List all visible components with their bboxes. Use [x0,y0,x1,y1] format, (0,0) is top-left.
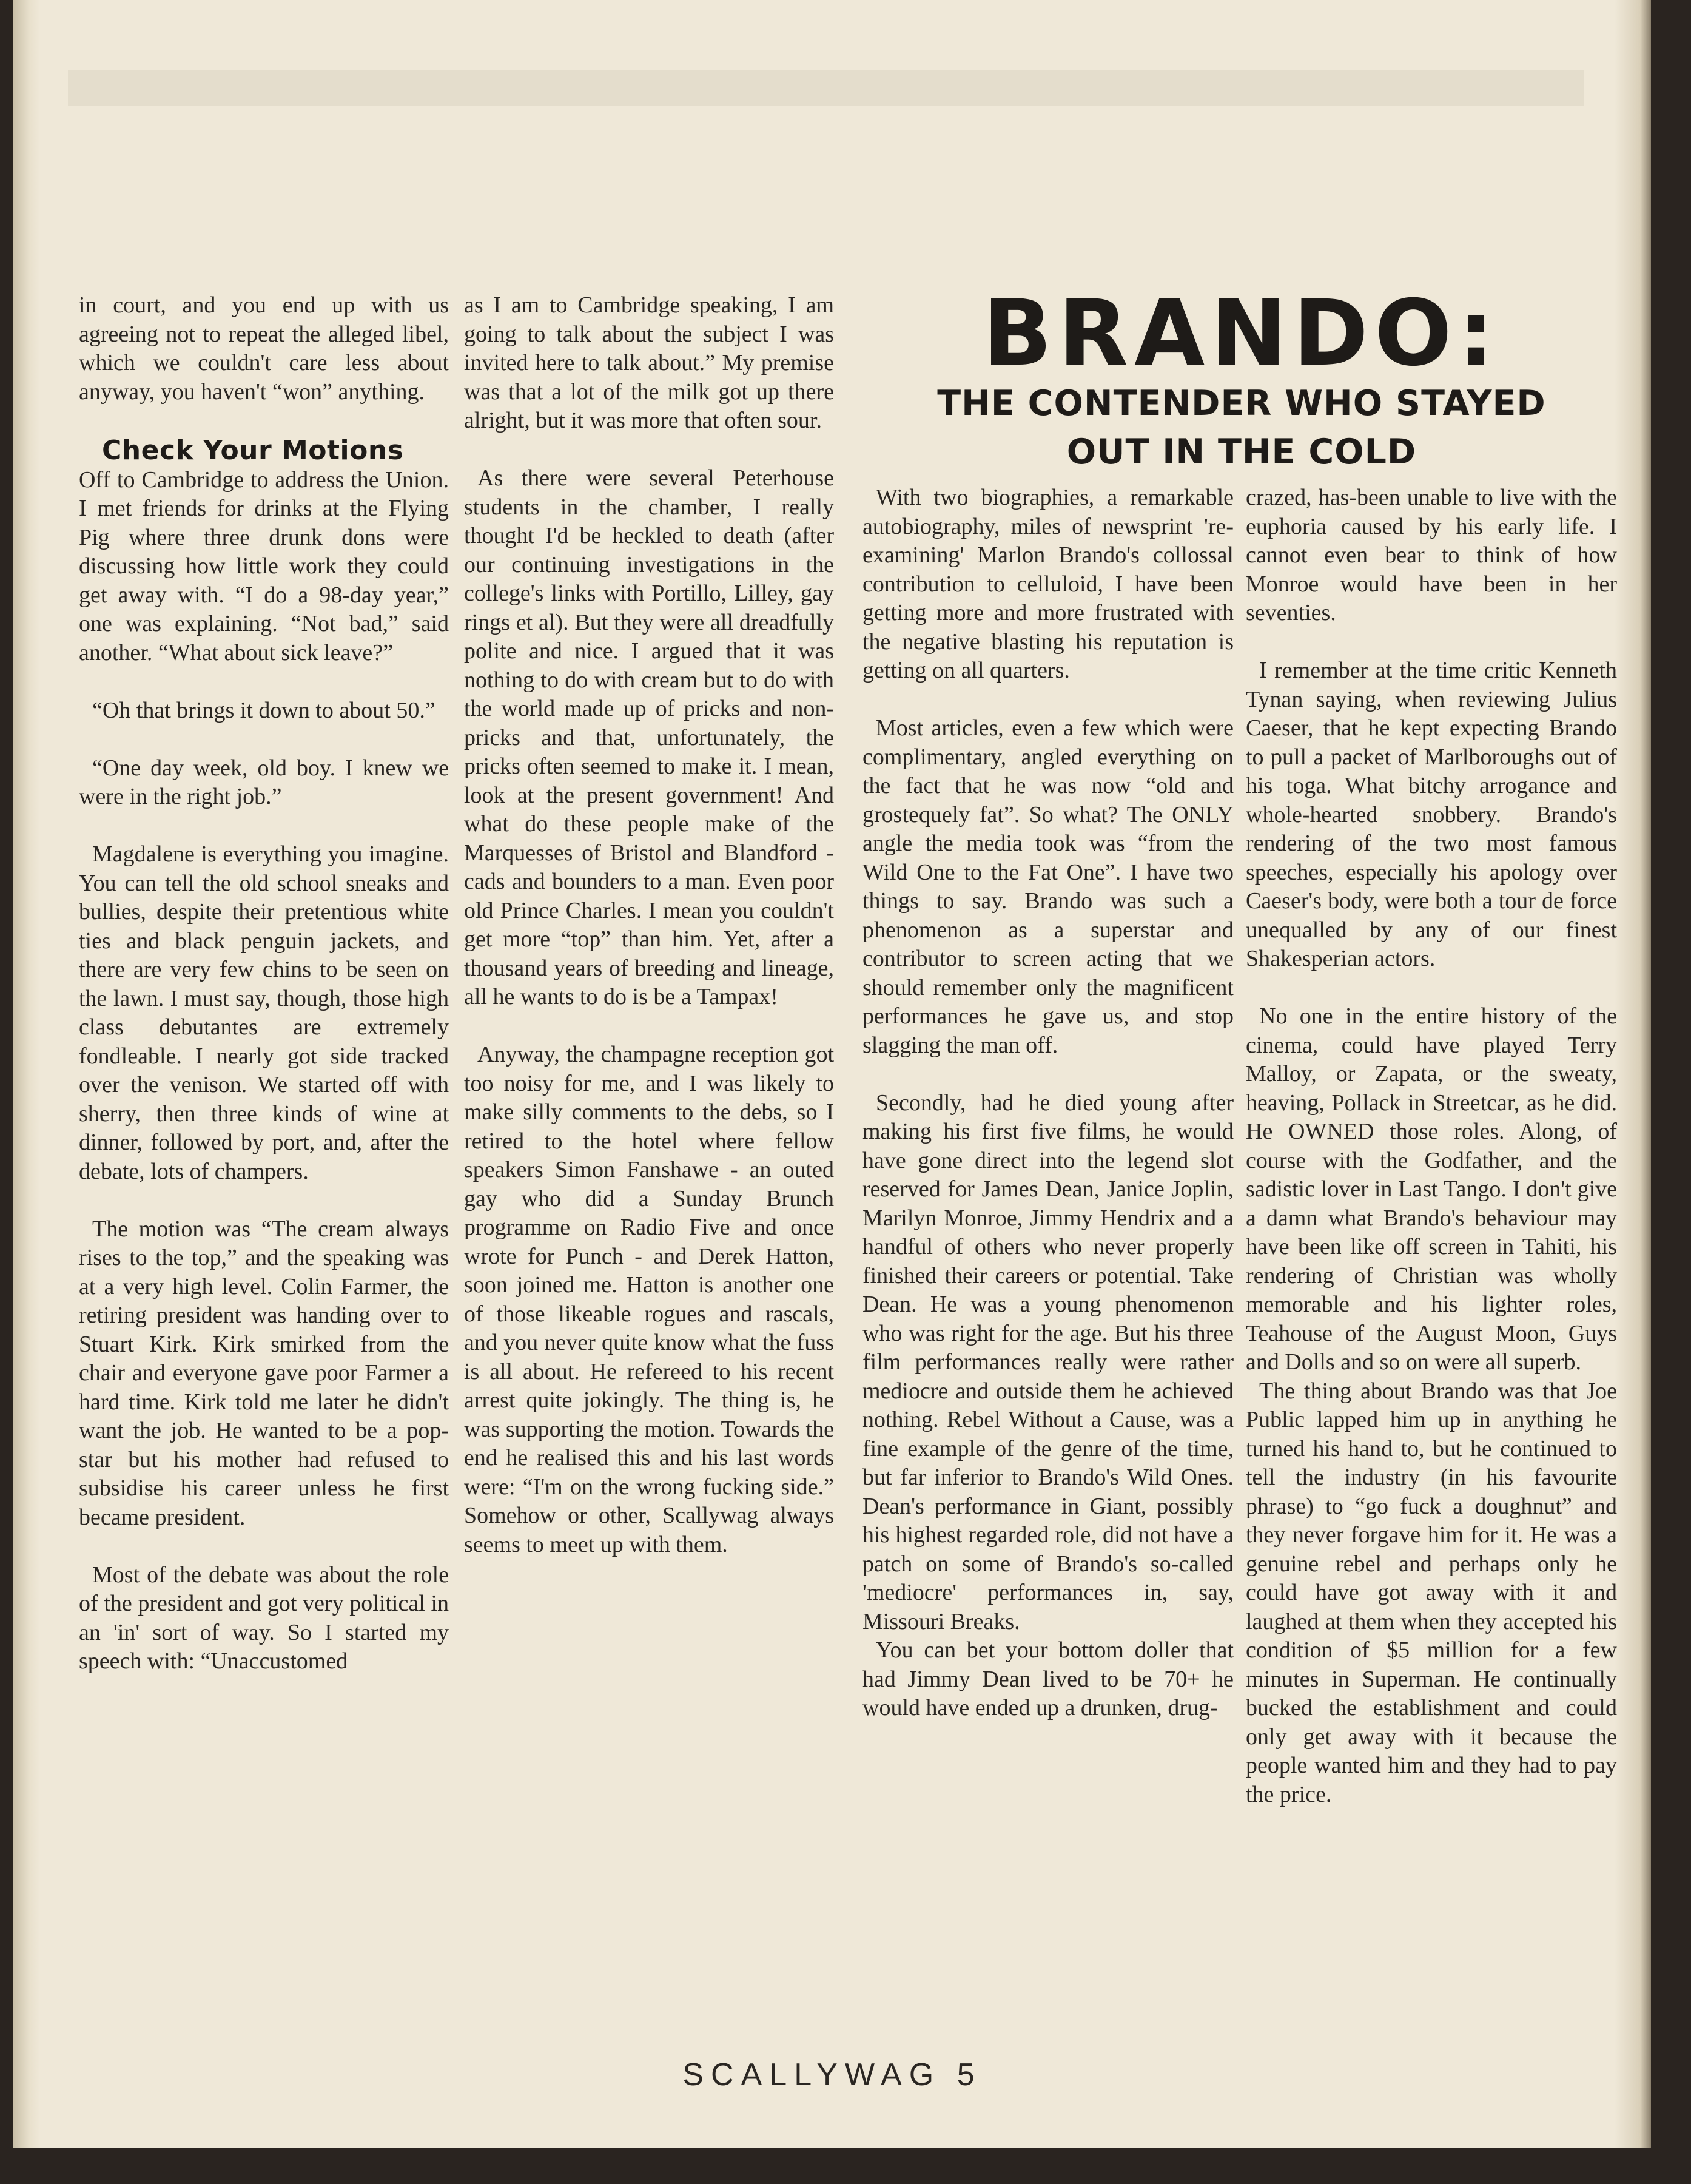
paragraph: Magdalene is everything you imagine. You can tell the old school sneaks and bullies, despite their pretentious white ties and black penguin jackets, and there are very few chins to be seen on the lawn. I must say, though, those high class debutantes are extremely fondleable. I nearly got side tracked over the venison. We started off with sherry, then three kinds of wine at dinner, followed by port, and, after the debate, lots of champers. [79,841,449,1184]
article-headline [862,281,1621,476]
headline-title: BRANDO: [983,281,1501,386]
paragraph: As there were several Peterhouse students in the chamber, I really thought I'd be heckled to death (after our continuing investigations in the college's links with Portillo, Lilley, gay rings et al). But they were all dreadfully polite and nice. I argued that it was nothing to do with cream but to do with the world made up of pricks and non-pricks and that, unfortunately, the pricks often seemed to make it. I mean, look at the present government! And what do these people make of the Marquesses of Bristol and Blandford - cads and bounders to a man. Even poor old Prince Charles. I mean you couldn't get more “top” than him. Yet, after a thousand years of breeding and lineage, all he wants to do is be a Tampax! [464,465,834,1009]
section-subhead: Check Your Motions [102,434,404,466]
paragraph: With two biographies, a remarkable autobiography, miles of newsprint 're-examining' Marlon Brando's collossal contribution to celluloid, I have been getting more and more frustrated with the negative blasting his reputation is getting on all quarters. [862,485,1234,683]
page-spine-shadow [13,0,40,2148]
paragraph: I remember at the time critic Kenneth Tynan saying, when reviewing Julius Caeser, that he kept expecting Brando to pull a packet of Marlboroughs out of his toga. What bitchy arrogance and whole-hearted snobbery. Brando's rendering of the two most famous speeches, especially his apology over Caeser's body, were both a tour de force unequalled by any of our finest Shakesperian actors. [1246,658,1617,971]
paragraph: Most of the debate was about the role of the president and got very political in an 'in' sort of way. So I started my speech with: “Unaccustomed [79,1562,449,1674]
paragraph: Most articles, even a few which were complimentary, angled everything on the fact that he was now “old and grostequely fat”. So what? The ONLY angle the media took was “from the Wild One to the Fat One”. I have two things to say. Brando was such a phenomenon as a superstar and contributor to screen acting that we should remember only the magnificent performances he gave us, and stop slagging the man off. [862,715,1234,1058]
paragraph: crazed, has-been unable to live with the euphoria caused by his early life. I cannot even bear to think of how Monroe would have been in her seventies. [1246,485,1617,625]
column-1 [79,291,449,1705]
paragraph: Secondly, had he died young after making his first five films, he would have gone direct into the legend slot reserved for James Dean, Janice Joplin, Marilyn Monroe, Jimmy Hendrix and a handful of others who never properly finished their careers or potential. Take Dean. He was a young phenomenon who was right for the age. But his three film performances really were rather mediocre and outside them he achieved nothing. Rebel Without a Cause, was a fine example of the genre of the time, but far inferior to Brando's Wild Ones. Dean's performance in Giant, possibly his highest regarded role, did not have a patch on some of Brando's so-called 'mediocre' performances in, say, Missouri Breaks. [862,1090,1234,1634]
column-2 [464,291,834,1588]
paragraph: Anyway, the champagne reception got too noisy for me, and I was likely to make silly comments to the debs, so I retired to the hotel where fellow speakers Simon Fanshawe - an outed gay who did a Sunday Brunch programme on Radio Five and once wrote for Punch - and Derek Hatton, soon joined me. Hatton is another one of those likeable rogues and rascals, and you never quite know what the fuss is all about. He refereed to his recent arrest quite jokingly. The thing is, he was supporting the motion. Towards the end he realised this and his last words were: “I'm on the wrong fucking side.” Somehow or other, Scallywag always seems to meet up with them. [464,1042,834,1557]
headline-subtitle-line2: OUT IN THE COLD [1066,432,1417,472]
page-footer: SCALLYWAG 5 [682,2057,982,2092]
paragraph: in court, and you end up with us agreeing not to repeat the alleged libel, which we couldn't care less about anyway, you haven't “won” anything. [79,292,449,405]
paragraph: “Oh that brings it down to about 50.” [92,697,435,723]
paragraph: The thing about Brando was that Joe Public lapped him up in anything he turned his hand to, but he continued to tell the industry (in his favourite phrase) to “go fuck a doughnut” and they never forgave him for it. He was a genuine rebel and perhaps only he could have got away with it and laughed at them when they accepted his condition of $5 million for a few minutes in Superman. He continually bucked the establishment and could only get away with it because the people wanted him and they had to pay the price. [1246,1378,1617,1807]
paragraph: The motion was “The cream always rises to the top,” and the speaking was at a very high level. Colin Farmer, the retiring president was handing over to Stuart Kirk. Kirk smirked from the chair and everyone gave poor Farmer a hard time. Kirk told me later he didn't want the job. He wanted to be a pop-star but his mother had refused to subsidise his career unless he first became president. [79,1216,449,1530]
headline-subtitle-line1: THE CONTENDER WHO STAYED [937,383,1546,423]
column-3 [862,484,1234,1751]
paragraph: You can bet your bottom doller that had Jimmy Dean lived to be 70+ he would have ended up a drunken, drug- [862,1637,1234,1721]
paragraph: No one in the entire history of the cinema, could have played Terry Malloy, or Zapata, or the sweaty, heaving, Pollack in Streetcar, as he did. He OWNED those roles. Along, of course with the Godfather, and the sadistic lover in Last Tango. I don't give a damn what Brando's behaviour may have been like off screen in Tahiti, his rendering of Christian was wholly memorable and his lighter roles, Teahouse of the August Moon, Guys and Dolls and so on were all superb. [1246,1003,1617,1375]
column-4 [1246,484,1617,1838]
paragraph: as I am to Cambridge speaking, I am going to talk about the subject I was invited here to talk about.” My premise was that a lot of the milk got up there alright, but it was more that often sour. [464,292,834,433]
top-decorative-band [68,70,1584,106]
magazine-page [13,0,1651,2148]
paragraph: “One day week, old boy. I knew we were in the right job.” [79,755,449,809]
paragraph: Off to Cambridge to address the Union. I met friends for drinks at the Flying Pig where three drunk dons were discussing how little work they could get away with. “I do a 98-day year,” one was explaining. “Not bad,” said another. “What about sick leave?” [79,467,449,666]
